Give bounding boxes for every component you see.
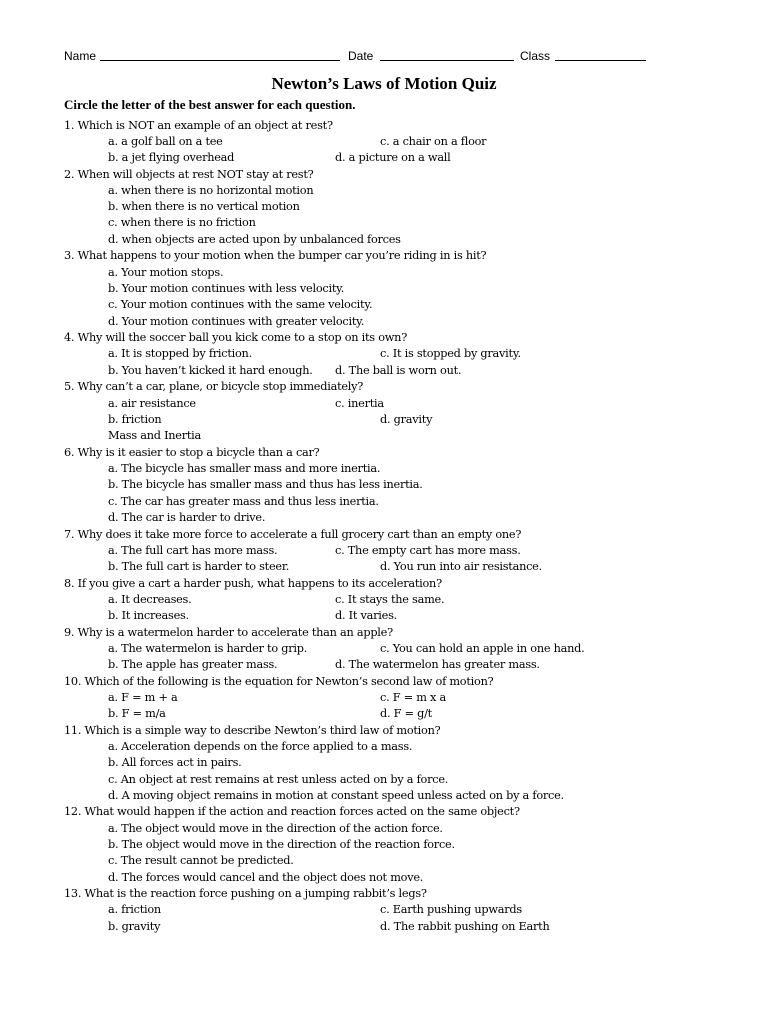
q13-option-d[interactable]: d. The rabbit pushing on Earth [380,920,550,933]
header-fields [64,48,684,64]
question-2: 2. When will objects at rest NOT stay at rest? [64,168,314,181]
q13-option-b[interactable]: b. gravity [108,920,161,933]
q4-option-c[interactable]: c. It is stopped by gravity. [380,347,521,360]
question-11: 11. Which is a simple way to describe Newton’s third law of motion? [64,724,441,737]
q1-option-a[interactable]: a. a golf ball on a tee [108,135,223,148]
name-blank[interactable] [100,48,340,61]
q7-option-b[interactable]: b. The full cart is harder to steer. [108,560,290,573]
q9-option-a[interactable]: a. The watermelon is harder to grip. [108,642,308,655]
q2-option-b[interactable]: b. when there is no vertical motion [108,200,300,213]
question-13: 13. What is the reaction force pushing on a jumping rabbit’s legs? [64,887,427,900]
q3-option-a[interactable]: a. Your motion stops. [108,266,224,279]
q3-option-d[interactable]: d. Your motion continues with greater velocity. [108,315,365,328]
page-title: Newton’s Laws of Motion Quiz [271,74,497,93]
question-3: 3. What happens to your motion when the bumper car you’re riding in is hit? [64,249,487,262]
q9-option-d[interactable]: d. The watermelon has greater mass. [335,658,540,671]
class-blank[interactable] [555,48,646,61]
question-4: 4. Why will the soccer ball you kick come to a stop on its own? [64,331,408,344]
q1-option-d[interactable]: d. a picture on a wall [335,151,451,164]
q1-option-c[interactable]: c. a chair on a floor [380,135,487,148]
q7-option-d[interactable]: d. You run into air resistance. [380,560,542,573]
q11-option-c[interactable]: c. An object at rest remains at rest unless acted on by a force. [108,773,449,786]
q11-option-d[interactable]: d. A moving object remains in motion at constant speed unless acted on by a force. [108,789,564,802]
question-5: 5. Why can’t a car, plane, or bicycle stop immediately? [64,380,364,393]
q4-option-d[interactable]: d. The ball is worn out. [335,364,462,377]
q5-option-c[interactable]: c. inertia [335,397,384,410]
q12-option-b[interactable]: b. The object would move in the direction of the reaction force. [108,838,455,851]
q5-option-b[interactable]: b. friction [108,413,162,426]
q10-option-c[interactable]: c. F = m x a [380,691,446,704]
q10-option-d[interactable]: d. F = g/t [380,707,432,720]
question-8: 8. If you give a cart a harder push, what happens to its acceleration? [64,577,442,590]
q11-option-b[interactable]: b. All forces act in pairs. [108,756,242,769]
q11-option-a[interactable]: a. Acceleration depends on the force applied to a mass. [108,740,413,753]
q8-option-d[interactable]: d. It varies. [335,609,397,622]
class-label: Class [520,49,551,63]
q4-option-a[interactable]: a. It is stopped by friction. [108,347,252,360]
q8-option-c[interactable]: c. It stays the same. [335,593,445,606]
q4-option-b[interactable]: b. You haven’t kicked it hard enough. [108,364,313,377]
q3-option-c[interactable]: c. Your motion continues with the same velocity. [108,298,373,311]
q13-option-c[interactable]: c. Earth pushing upwards [380,903,522,916]
q2-option-d[interactable]: d. when objects are acted upon by unbalanced forces [108,233,401,246]
q8-option-a[interactable]: a. It decreases. [108,593,192,606]
q6-option-c[interactable]: c. The car has greater mass and thus less inertia. [108,495,379,508]
q7-option-c[interactable]: c. The empty cart has more mass. [335,544,521,557]
question-7: 7. Why does it take more force to accelerate a full grocery cart than an empty one? [64,528,522,541]
question-1: 1. Which is NOT an example of an object at rest? [64,119,333,132]
q8-option-b[interactable]: b. It increases. [108,609,189,622]
name-field [64,48,96,64]
question-12: 12. What would happen if the action and reaction forces acted on the same object? [64,805,520,818]
q10-option-b[interactable]: b. F = m/a [108,707,166,720]
section-heading: Mass and Inertia [108,429,202,442]
q2-option-a[interactable]: a. when there is no horizontal motion [108,184,314,197]
question-9: 9. Why is a watermelon harder to accelerate than an apple? [64,626,393,639]
q5-option-d[interactable]: d. gravity [380,413,433,426]
question-10: 10. Which of the following is the equation for Newton’s second law of motion? [64,675,494,688]
q9-option-b[interactable]: b. The apple has greater mass. [108,658,278,671]
q7-option-a[interactable]: a. The full cart has more mass. [108,544,278,557]
q3-option-b[interactable]: b. Your motion continues with less velocity. [108,282,345,295]
name-label: Name [64,49,97,63]
q2-option-c[interactable]: c. when there is no friction [108,216,256,229]
instructions: Circle the letter of the best answer for each question. [64,97,356,112]
q13-option-a[interactable]: a. friction [108,903,161,916]
q12-option-c[interactable]: c. The result cannot be predicted. [108,854,294,867]
q12-option-a[interactable]: a. The object would move in the direction of the action force. [108,822,443,835]
q1-option-b[interactable]: b. a jet flying overhead [108,151,235,164]
q6-option-d[interactable]: d. The car is harder to drive. [108,511,266,524]
q5-option-a[interactable]: a. air resistance [108,397,196,410]
q9-option-c[interactable]: c. You can hold an apple in one hand. [380,642,585,655]
q12-option-d[interactable]: d. The forces would cancel and the object does not move. [108,871,424,884]
date-label: Date [348,49,374,63]
q10-option-a[interactable]: a. F = m + a [108,691,178,704]
q6-option-a[interactable]: a. The bicycle has smaller mass and more inertia. [108,462,381,475]
date-blank[interactable] [380,48,514,61]
q6-option-b[interactable]: b. The bicycle has smaller mass and thus has less inertia. [108,478,423,491]
question-6: 6. Why is it easier to stop a bicycle than a car? [64,446,320,459]
